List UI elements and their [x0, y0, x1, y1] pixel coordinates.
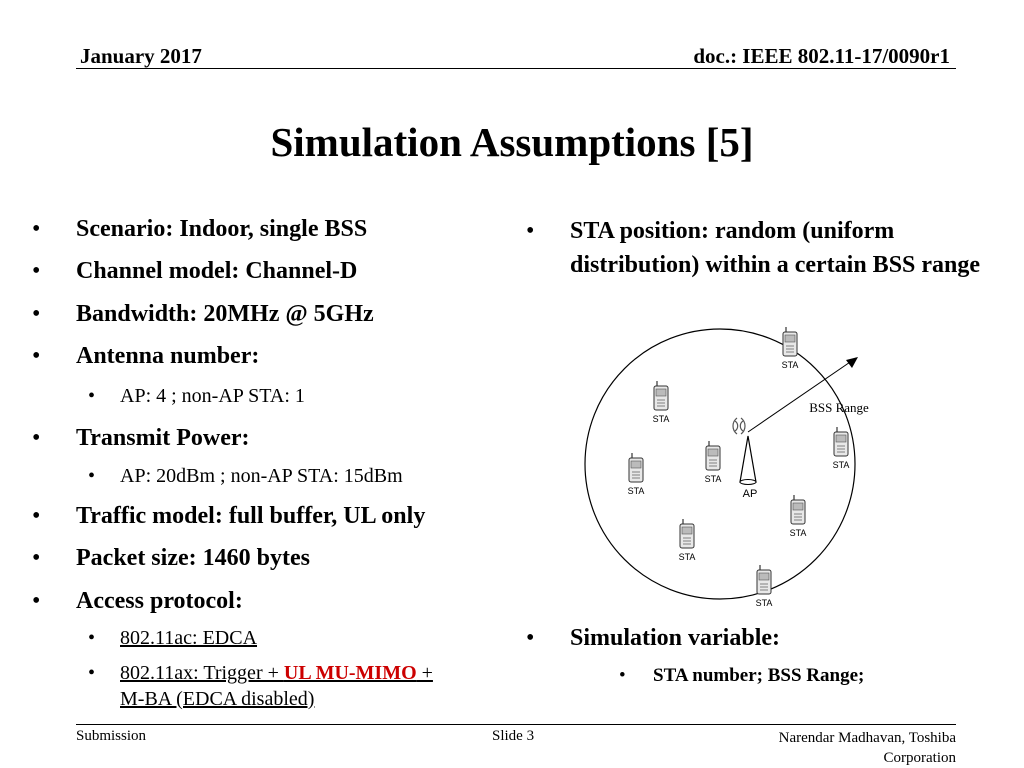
sta-phone-icon	[791, 495, 805, 524]
sta-phone-icon	[757, 565, 771, 594]
sta-phone-icon	[680, 519, 694, 548]
sub-bullet-tx-power: • AP: 20dBm ; non-AP STA: 15dBm	[88, 465, 403, 487]
footer-submission: Submission	[76, 728, 147, 744]
ap-icon	[733, 418, 756, 485]
sta-phone-icon	[629, 453, 643, 482]
bullet-scenario: • Scenario: Indoor, single BSS	[32, 216, 368, 242]
sta-phone-icon	[706, 441, 720, 470]
sta-label: STA	[704, 474, 722, 484]
bullet-antenna: • Antenna number:	[32, 343, 260, 369]
sub-bullet-sim-variable: • STA number; BSS Range;	[619, 665, 865, 686]
bullet-channel: • Channel model: Channel-D	[32, 258, 358, 284]
bss-range-label: BSS Range	[809, 400, 869, 415]
header-doc-id: doc.: IEEE 802.11-17/0090r1	[693, 44, 950, 68]
bullet-tx-power: • Transmit Power:	[32, 425, 250, 451]
sta-phone-icon	[654, 381, 668, 410]
sta-label: STA	[789, 528, 807, 538]
sub-bullet-ac: • 802.11ac: EDCA	[88, 627, 258, 649]
sta-label: STA	[652, 414, 670, 424]
bullet-traffic: • Traffic model: full buffer, UL only	[32, 503, 426, 529]
sta-label: STA	[755, 598, 773, 608]
bullet-bandwidth: • Bandwidth: 20MHz @ 5GHz	[32, 301, 374, 327]
sta-label: STA	[627, 486, 645, 496]
sub-bullet-antenna: • AP: 4 ; non-AP STA: 1	[88, 385, 305, 407]
slide-title: Simulation Assumptions [5]	[270, 119, 754, 165]
bullet-sta-position: • STA position: random (uniform distribution) within a certain BSS range	[526, 218, 981, 278]
ap-label: AP	[742, 488, 758, 500]
sta-label: STA	[781, 360, 799, 370]
footer-rule	[76, 724, 956, 725]
bullet-packet: • Packet size: 1460 bytes	[32, 545, 310, 571]
sta-phone-icon	[783, 327, 797, 356]
range-arrow-head	[846, 357, 858, 368]
sub-bullet-ax: • 802.11ax: Trigger + UL MU-MIMO + M-BA (EDCA disabled)	[88, 662, 433, 710]
ul-mu-mimo-text: UL MU-MIMO	[283, 662, 417, 684]
bullet-access: • Access protocol:	[32, 588, 243, 614]
sta-label: STA	[832, 460, 850, 470]
header-date: January 2017	[80, 44, 202, 68]
footer-author: Narendar Madhavan, Toshiba Corporation	[778, 730, 956, 766]
header-rule	[76, 68, 956, 69]
bss-diagram	[560, 314, 880, 614]
sta-phone-icon	[834, 427, 848, 456]
sta-label: STA	[678, 552, 696, 562]
range-arrow-line	[748, 358, 856, 432]
bullet-sim-variable: • Simulation variable:	[526, 625, 781, 651]
footer-slide-number: Slide 3	[492, 728, 535, 744]
